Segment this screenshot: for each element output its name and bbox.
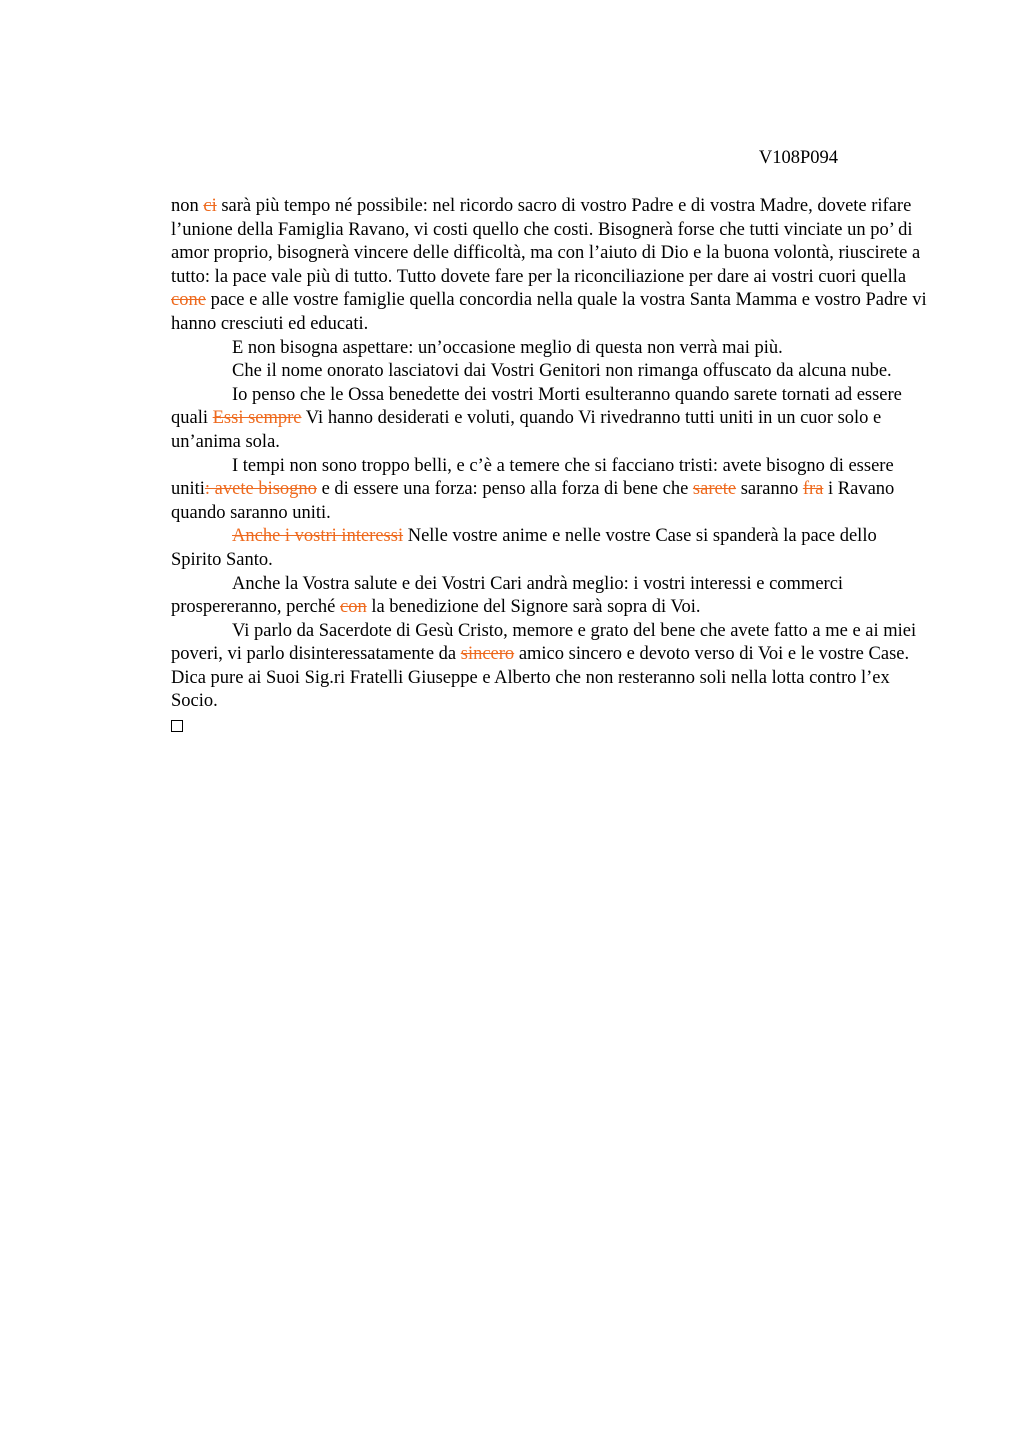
document-body [171,195,931,740]
text-segment: I tempi non sono troppo belli, e c’è a temere che si facciano tristi: avete bisogno di essere uniti [171,455,894,500]
text-segment: Vi parlo da Sacerdote di Gesù Cristo, memore e grato del bene che avete fatto a me e ai miei poveri, vi parlo disinteressatamente da [171,620,917,665]
deleted-text: Essi sempre [212,408,302,429]
text-segment: la benedizione del Signore sarà sopra di Voi. [366,597,701,618]
paragraph [171,455,931,526]
text-segment: Io penso che le Ossa benedette dei vostri Morti esulteranno quando sarete tornati ad essere quali [171,384,902,429]
paragraph [171,525,931,572]
deleted-text: ci [203,196,217,216]
text-segment: saranno [736,479,803,500]
text-segment: Che il nome onorato lasciatovi dai Vostri Genitori non rimanga offuscato da alcuna nube. [232,361,892,382]
deleted-text: con [339,597,367,618]
deleted-text: fra [802,479,824,500]
page-identifier: V108P094 [758,148,838,168]
deleted-text: Anche i vostri interessi [232,526,404,547]
text-segment: i Ravano quando saranno uniti. [171,479,895,523]
text-segment: amico sincero e devoto verso di Voi e le vostre Case. Dica pure ai Suoi Sig.ri Fratelli Giuseppe e Alberto che non resteranno soli nella lotta contro l’ex Socio. [171,644,910,712]
empty-box-icon [171,720,183,732]
end-marker-line [171,714,931,740]
deleted-text: : avete bisogno [204,479,317,500]
text-segment: Vi hanno desiderati e voluti, quando Vi rivedranno tutti uniti in un cuor solo e un’anima sola. [171,408,882,452]
text-segment: sarà più tempo né possibile: nel ricordo sacro di vostro Padre e di vostra Madre, dovete rifare l’unione della Famiglia Ravano, vi costi quello che costi. Bisognerà forse che tutti vinciate un po’ di amor proprio, bisognerà vincere delle difficoltà, ma con l’aiuto di Dio e la buona volontà, riuscirete a tutto: la pace vale più di tutto. Tutto dovete fare per la riconciliazione per dare ai vostri cuori quella [171,196,921,287]
paragraph [171,384,931,455]
text-segment: E non bisogna aspettare: un’occasione meglio di questa non verrà mai più. [232,337,783,358]
paragraph [171,337,931,361]
paragraph [171,573,931,620]
text-segment: Nelle vostre anime e nelle vostre Case si spanderà la pace dello Spirito Santo. [171,526,877,570]
deleted-text: sincero [460,644,515,665]
text-segment: non [171,196,204,216]
paragraph [171,195,931,337]
deleted-text: cone [171,290,206,311]
text-segment: pace e alle vostre famiglie quella concordia nella quale la vostra Santa Mamma e vostro Padre vi hanno cresciuti ed educati. [171,290,927,334]
text-segment: Anche la Vostra salute e dei Vostri Cari andrà meglio: i vostri interessi e commerci prospereranno, perché [171,573,844,618]
text-segment: e di essere una forza: penso alla forza di bene che [316,479,693,500]
paragraph [171,620,931,714]
deleted-text: sarete [692,479,737,500]
paragraph [171,360,931,384]
